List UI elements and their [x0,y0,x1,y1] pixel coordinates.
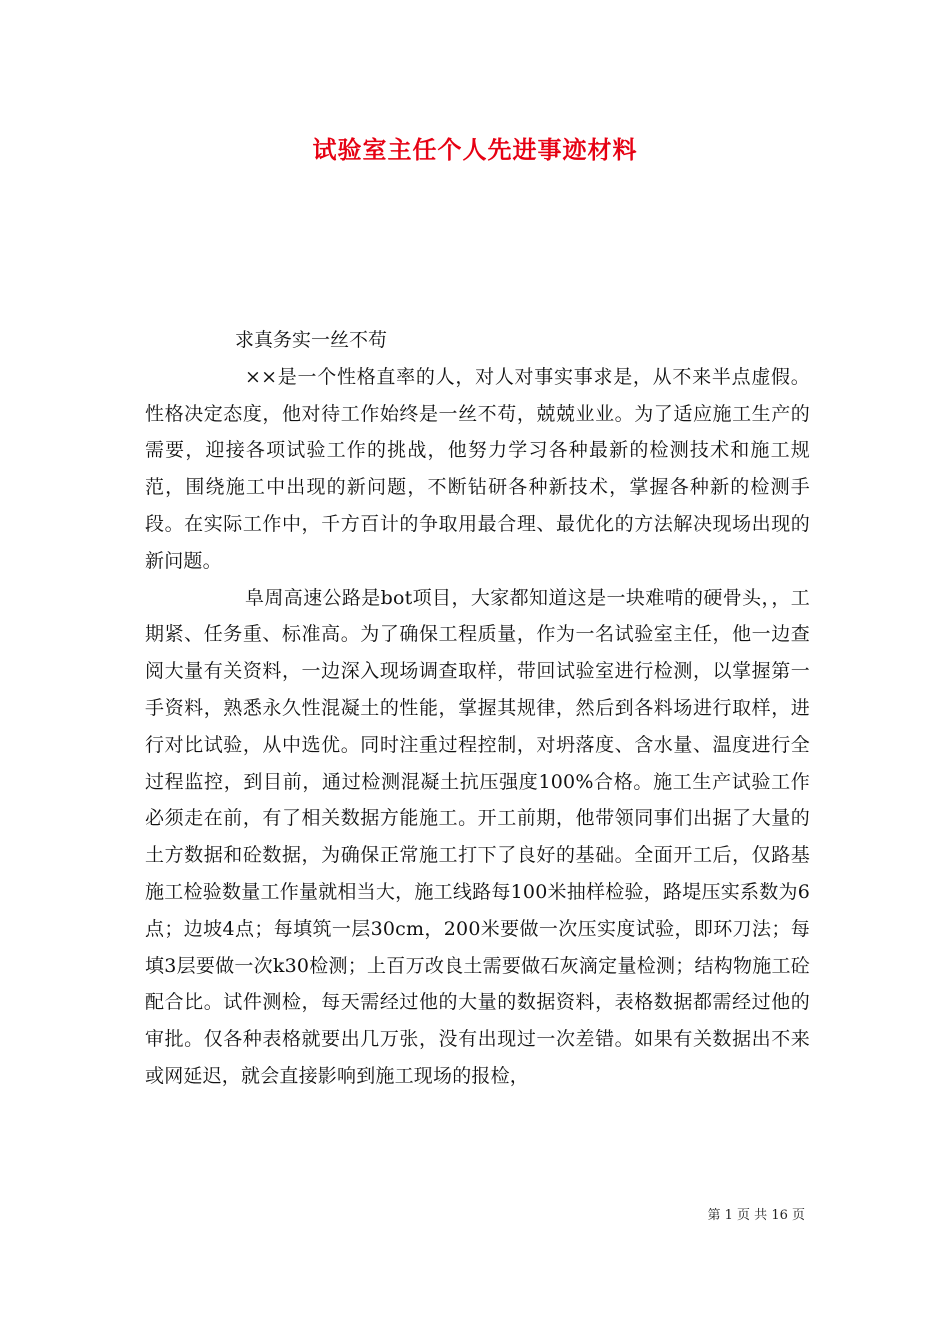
body-paragraph-1: ××是一个性格直率的人，对人对事实事求是，从不来半点虚假。性格决定态度，他对待工作始终是一丝不苟，兢兢业业。为了适应施工生产的需要，迎接各项试验工作的挑战，他努力学习各种最新的检测技术和施工规范，围绕施工中出现的新问题，不断钻研各种新技术，掌握各种新的检测手段。在实际工作中，千方百计的争取用最合理、最优化的方法解决现场出现的新问题。 [145,365,810,572]
body-paragraph-2: 阜周高速公路是bot项目，大家都知道这是一块难啃的硬骨头，，工期紧、任务重、标准高。为了确保工程质量，作为一名试验室主任，他一边查阅大量有关资料，一边深入现场调查取样，带回试验室进行检测，以掌握第一手资料，熟悉永久性混凝土的性能，掌握其规律，然后到各料场进行取样，进行对比试验，从中选优。同时注重过程控制，对坍落度、含水量、温度进行全过程监控，到目前，通过检测混凝土抗压强度100%合格。施工生产试验工作必须走在前，有了相关数据方能施工。开工前期，他带领同事们出据了大量的土方数据和砼数据，为确保正常施工打下了良好的基础。全面开工后，仅路基施工检验数量工作量就相当大，施工线路每100米抽样检验，路堤压实系数为6点；边坡4点；每填筑一层30cm，200米要做一次压实度试验，即环刀法；每填3层要做一次k30检测；上百万改良土需要做石灰滴定量检测；结构物施工砼配合比。试件测检，每天需经过他的大量的数据资料，表格数据都需经过他的审批。仅各种表格就要出几万张，没有出现过一次差错。如果有关数据出不来或网延迟，就会直接影响到施工现场的报检， [145,586,810,1087]
document-body [145,322,810,1095]
document-title: 试验室主任个人先进事迹材料 [312,135,638,164]
page-number-footer: 第 1 页 共 16 页 [707,1208,805,1223]
section-subheading: 求真务实一丝不苟 [235,329,388,351]
